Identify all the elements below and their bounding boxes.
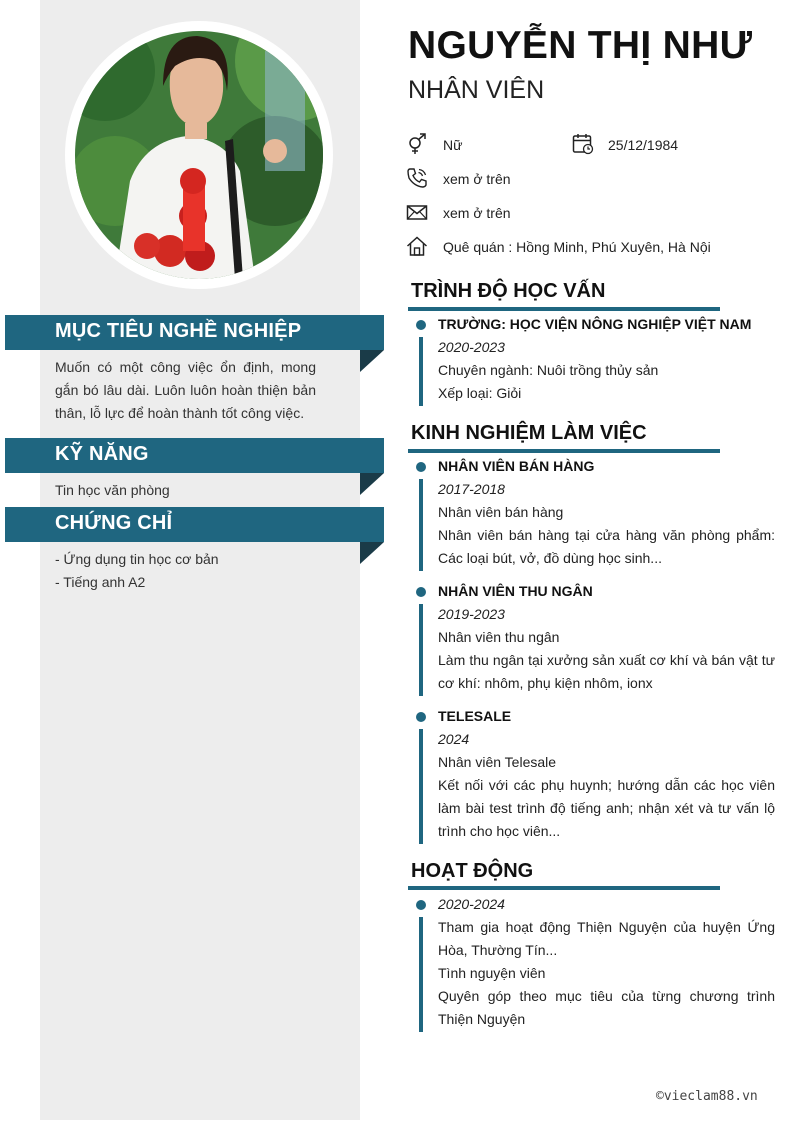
experience-underline bbox=[408, 449, 720, 453]
experience-entry bbox=[438, 705, 775, 843]
activities-title: HOẠT ĐỘNG bbox=[411, 860, 534, 882]
certificate-item: - Ứng dụng tin học cơ bản bbox=[55, 551, 219, 567]
experience-position: Nhân viên bán hàng bbox=[438, 504, 564, 520]
avatar bbox=[75, 31, 323, 279]
home-icon bbox=[406, 235, 428, 257]
skills-title: KỸ NĂNG bbox=[55, 443, 149, 465]
experience-period: 2024 bbox=[438, 731, 470, 747]
timeline-line bbox=[419, 604, 423, 696]
timeline-line bbox=[419, 479, 423, 571]
timeline-line bbox=[419, 337, 423, 406]
experience-title: TELESALE bbox=[438, 708, 512, 724]
phone-icon bbox=[406, 167, 428, 189]
experience-description: Kết nối với các phụ huynh; hướng dẫn các học viên làm bài test trình độ tiếng anh; nhận xét và tư vấn lộ trình cho học viên... bbox=[438, 777, 775, 839]
email-icon bbox=[406, 201, 428, 223]
skill-item: Tin học văn phòng bbox=[55, 482, 170, 498]
full-name: NGUYỄN THỊ NHƯ bbox=[408, 24, 753, 67]
skills-heading bbox=[5, 438, 384, 473]
experience-position: Nhân viên thu ngân bbox=[438, 629, 560, 645]
calendar-icon bbox=[572, 133, 594, 155]
timeline-dot bbox=[416, 712, 426, 722]
experience-entry bbox=[438, 580, 775, 695]
timeline-line bbox=[419, 917, 423, 1032]
certificates-heading bbox=[5, 507, 384, 542]
certificate-item: - Tiếng anh A2 bbox=[55, 574, 146, 590]
experience-description: Nhân viên bán hàng tại cửa hàng văn phòng phẩm: Các loại bút, vở, đồ dùng học sinh... bbox=[438, 527, 775, 566]
education-entry bbox=[438, 313, 775, 405]
education-underline bbox=[408, 307, 720, 311]
experience-title: NHÂN VIÊN THU NGÂN bbox=[438, 583, 593, 599]
watermark: ©vieclam88.vn bbox=[656, 1089, 758, 1104]
activity-description: Tham gia hoạt động Thiện Nguyện của huyện Ứng Hòa, Thường Tín... bbox=[438, 919, 775, 958]
education-major: Chuyên ngành: Nuôi trồng thủy sản bbox=[438, 362, 659, 378]
experience-title: NHÂN VIÊN BÁN HÀNG bbox=[438, 458, 595, 474]
objective-heading bbox=[5, 315, 384, 350]
gender-value: Nữ bbox=[443, 137, 463, 153]
activity-role: Tình nguyện viên bbox=[438, 965, 546, 981]
activity-entry bbox=[438, 893, 775, 1031]
certificates-title: CHỨNG CHỈ bbox=[55, 512, 173, 534]
timeline-dot bbox=[416, 462, 426, 472]
objective-ribbon-fold bbox=[360, 350, 384, 372]
email-value: xem ở trên bbox=[443, 205, 511, 221]
certificates-ribbon-fold bbox=[360, 542, 384, 564]
experience-period: 2017-2018 bbox=[438, 481, 505, 497]
experience-period: 2019-2023 bbox=[438, 606, 505, 622]
timeline-dot bbox=[416, 320, 426, 330]
experience-description: Làm thu ngân tại xưởng sản xuất cơ khí và bán vật tư cơ khí: nhôm, phụ kiện nhôm, ionx bbox=[438, 652, 775, 691]
timeline-line bbox=[419, 729, 423, 844]
education-grade: Xếp loại: Giỏi bbox=[438, 385, 522, 401]
experience-title: KINH NGHIỆM LÀM VIỆC bbox=[411, 422, 647, 444]
school-name: TRƯỜNG: HỌC VIỆN NÔNG NGHIỆP VIỆT NAM bbox=[438, 316, 752, 332]
birthday-value: 25/12/1984 bbox=[608, 137, 679, 153]
education-title: TRÌNH ĐỘ HỌC VẤN bbox=[411, 280, 606, 302]
experience-position: Nhân viên Telesale bbox=[438, 754, 557, 770]
experience-entry bbox=[438, 455, 775, 570]
hometown-value: Quê quán : Hồng Minh, Phú Xuyên, Hà Nội bbox=[443, 239, 711, 255]
timeline-dot bbox=[416, 900, 426, 910]
activity-detail: Quyên góp theo mục tiêu của từng chương trình Thiện Nguyện bbox=[438, 988, 775, 1027]
objective-text: Muốn có một công việc ổn định, mong gắn bó lâu dài. Luôn luôn hoàn thiện bản thân, lỗ lực để hoàn thành tốt công việc. bbox=[55, 359, 316, 421]
job-title: NHÂN VIÊN bbox=[408, 76, 545, 104]
education-period: 2020-2023 bbox=[438, 339, 505, 355]
timeline-dot bbox=[416, 587, 426, 597]
phone-value: xem ở trên bbox=[443, 171, 511, 187]
activity-period: 2020-2024 bbox=[438, 896, 505, 912]
activities-underline bbox=[408, 886, 720, 890]
gender-icon bbox=[406, 133, 428, 155]
objective-title: MỤC TIÊU NGHỀ NGHIỆP bbox=[55, 320, 302, 342]
skills-ribbon-fold bbox=[360, 473, 384, 495]
